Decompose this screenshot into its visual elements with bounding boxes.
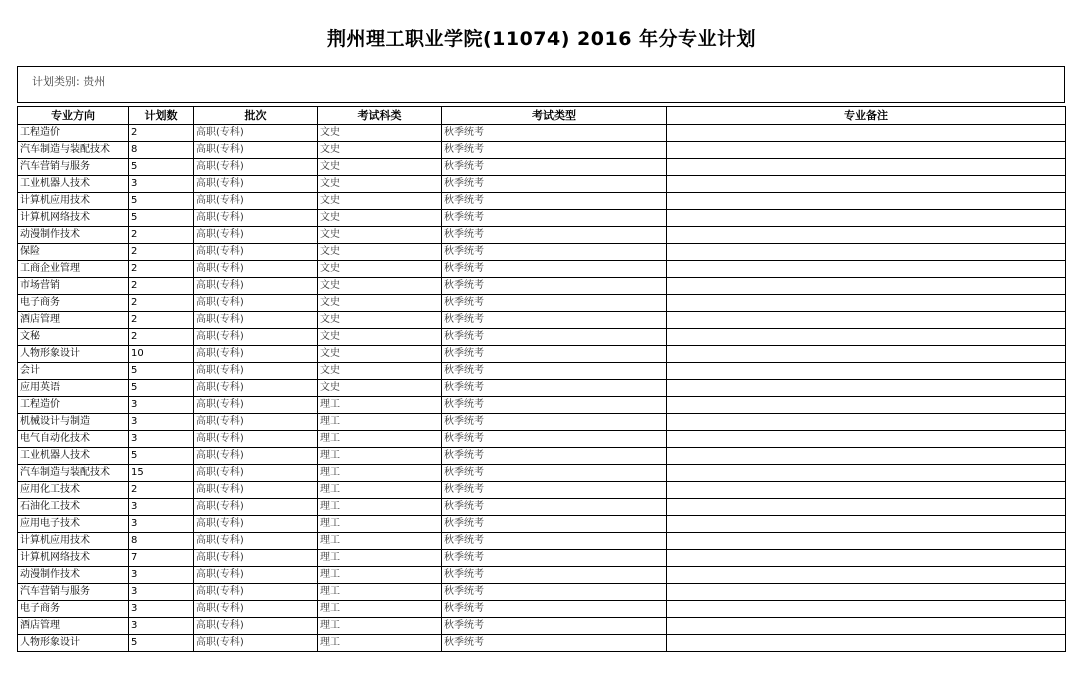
plan-type-box [17,66,1065,103]
table-row [18,397,1066,414]
cell-major-note [667,516,1066,533]
cell-major-note [667,227,1066,244]
cell-exam-type: 秋季统考 [442,482,667,499]
cell-batch: 高职(专科) [194,278,318,295]
cell-major-note [667,550,1066,567]
header-exam-subject: 考试科类 [318,107,442,125]
cell-exam-type: 秋季统考 [442,227,667,244]
table-row [18,550,1066,567]
cell-major-note [667,261,1066,278]
cell-exam-subject: 文史 [318,142,442,159]
cell-major: 工程造价 [18,125,129,142]
cell-exam-type: 秋季统考 [442,278,667,295]
cell-exam-type: 秋季统考 [442,159,667,176]
cell-batch: 高职(专科) [194,635,318,652]
cell-major: 应用化工技术 [18,482,129,499]
cell-major-note [667,346,1066,363]
cell-exam-subject: 文史 [318,346,442,363]
cell-major-note [667,295,1066,312]
cell-exam-subject: 理工 [318,635,442,652]
cell-major-note [667,193,1066,210]
table-row [18,227,1066,244]
cell-batch: 高职(专科) [194,482,318,499]
cell-batch: 高职(专科) [194,397,318,414]
cell-major: 人物形象设计 [18,346,129,363]
table-row [18,584,1066,601]
cell-exam-type: 秋季统考 [442,584,667,601]
table-header-row [18,107,1066,125]
table-row [18,414,1066,431]
cell-batch: 高职(专科) [194,142,318,159]
cell-exam-type: 秋季统考 [442,516,667,533]
plan-type-label: 计划类别: 贵州 [32,75,106,88]
cell-exam-type: 秋季统考 [442,601,667,618]
cell-plan-count: 2 [129,244,194,261]
cell-major-note [667,244,1066,261]
cell-exam-subject: 文史 [318,227,442,244]
cell-exam-subject: 理工 [318,414,442,431]
cell-major-note [667,601,1066,618]
cell-exam-type: 秋季统考 [442,210,667,227]
table-row [18,142,1066,159]
cell-exam-subject: 理工 [318,431,442,448]
cell-major: 电子商务 [18,295,129,312]
cell-exam-subject: 文史 [318,176,442,193]
table-row [18,482,1066,499]
table-row [18,380,1066,397]
cell-plan-count: 3 [129,499,194,516]
table-row [18,601,1066,618]
cell-major: 工业机器人技术 [18,448,129,465]
cell-exam-type: 秋季统考 [442,193,667,210]
table-row [18,244,1066,261]
cell-major-note [667,210,1066,227]
cell-batch: 高职(专科) [194,363,318,380]
cell-exam-subject: 理工 [318,448,442,465]
cell-batch: 高职(专科) [194,618,318,635]
cell-batch: 高职(专科) [194,431,318,448]
table-row [18,499,1066,516]
major-plan-table [17,106,1066,652]
cell-major: 酒店管理 [18,618,129,635]
cell-batch: 高职(专科) [194,227,318,244]
cell-plan-count: 5 [129,448,194,465]
table-row [18,533,1066,550]
cell-major-note [667,482,1066,499]
cell-plan-count: 3 [129,397,194,414]
cell-major: 酒店管理 [18,312,129,329]
table-row [18,159,1066,176]
cell-major: 计算机网络技术 [18,210,129,227]
cell-batch: 高职(专科) [194,414,318,431]
cell-batch: 高职(专科) [194,193,318,210]
cell-exam-type: 秋季统考 [442,431,667,448]
header-plan-count: 计划数 [129,107,194,125]
table-row [18,465,1066,482]
table-row [18,567,1066,584]
cell-plan-count: 2 [129,295,194,312]
cell-major-note [667,397,1066,414]
cell-exam-type: 秋季统考 [442,380,667,397]
cell-batch: 高职(专科) [194,533,318,550]
cell-batch: 高职(专科) [194,601,318,618]
table-row [18,635,1066,652]
cell-batch: 高职(专科) [194,312,318,329]
cell-major: 汽车制造与装配技术 [18,142,129,159]
cell-exam-subject: 理工 [318,618,442,635]
cell-plan-count: 10 [129,346,194,363]
table-row [18,176,1066,193]
cell-plan-count: 15 [129,465,194,482]
cell-exam-type: 秋季统考 [442,244,667,261]
cell-major-note [667,584,1066,601]
cell-batch: 高职(专科) [194,380,318,397]
cell-plan-count: 3 [129,618,194,635]
cell-batch: 高职(专科) [194,499,318,516]
cell-exam-subject: 理工 [318,584,442,601]
cell-plan-count: 2 [129,278,194,295]
cell-batch: 高职(专科) [194,125,318,142]
cell-exam-subject: 理工 [318,567,442,584]
table-row [18,261,1066,278]
cell-exam-type: 秋季统考 [442,261,667,278]
page-title: 荆州理工职业学院(11074) 2016 年分专业计划 [326,28,757,50]
table-row [18,193,1066,210]
cell-major: 汽车营销与服务 [18,159,129,176]
cell-plan-count: 5 [129,363,194,380]
cell-exam-subject: 理工 [318,397,442,414]
table-row [18,448,1066,465]
cell-batch: 高职(专科) [194,465,318,482]
cell-major-note [667,142,1066,159]
cell-major-note [667,329,1066,346]
cell-major: 文秘 [18,329,129,346]
table-row [18,278,1066,295]
cell-exam-type: 秋季统考 [442,550,667,567]
cell-batch: 高职(专科) [194,346,318,363]
cell-plan-count: 3 [129,431,194,448]
table-row [18,210,1066,227]
cell-exam-subject: 文史 [318,295,442,312]
cell-exam-type: 秋季统考 [442,363,667,380]
cell-plan-count: 2 [129,227,194,244]
cell-exam-subject: 文史 [318,193,442,210]
header-batch: 批次 [194,107,318,125]
cell-major: 计算机应用技术 [18,193,129,210]
cell-plan-count: 2 [129,482,194,499]
cell-major-note [667,159,1066,176]
cell-batch: 高职(专科) [194,567,318,584]
cell-plan-count: 5 [129,210,194,227]
cell-major: 应用电子技术 [18,516,129,533]
header-major-note: 专业备注 [667,107,1066,125]
cell-exam-type: 秋季统考 [442,567,667,584]
cell-major-note [667,431,1066,448]
table-row [18,516,1066,533]
cell-exam-subject: 文史 [318,278,442,295]
cell-plan-count: 2 [129,329,194,346]
cell-major: 人物形象设计 [18,635,129,652]
cell-exam-type: 秋季统考 [442,465,667,482]
cell-exam-type: 秋季统考 [442,533,667,550]
cell-exam-subject: 文史 [318,329,442,346]
cell-exam-subject: 理工 [318,533,442,550]
table-row [18,312,1066,329]
cell-exam-subject: 文史 [318,244,442,261]
cell-exam-type: 秋季统考 [442,312,667,329]
cell-exam-subject: 文史 [318,159,442,176]
cell-exam-subject: 文史 [318,261,442,278]
cell-major: 工商企业管理 [18,261,129,278]
cell-batch: 高职(专科) [194,159,318,176]
cell-plan-count: 3 [129,414,194,431]
cell-exam-subject: 文史 [318,125,442,142]
cell-major-note [667,414,1066,431]
cell-exam-subject: 理工 [318,516,442,533]
table-row [18,363,1066,380]
cell-plan-count: 2 [129,312,194,329]
table-row [18,618,1066,635]
cell-exam-subject: 理工 [318,465,442,482]
cell-exam-type: 秋季统考 [442,295,667,312]
cell-major: 工程造价 [18,397,129,414]
cell-major-note [667,448,1066,465]
cell-exam-type: 秋季统考 [442,635,667,652]
cell-exam-subject: 理工 [318,550,442,567]
cell-major-note [667,499,1066,516]
cell-plan-count: 2 [129,261,194,278]
cell-plan-count: 8 [129,142,194,159]
cell-major: 工业机器人技术 [18,176,129,193]
cell-major-note [667,465,1066,482]
cell-exam-subject: 理工 [318,601,442,618]
cell-batch: 高职(专科) [194,329,318,346]
cell-major-note [667,363,1066,380]
cell-major: 石油化工技术 [18,499,129,516]
cell-major: 机械设计与制造 [18,414,129,431]
cell-exam-type: 秋季统考 [442,125,667,142]
cell-major: 电子商务 [18,601,129,618]
cell-plan-count: 5 [129,193,194,210]
cell-major-note [667,618,1066,635]
cell-plan-count: 5 [129,635,194,652]
cell-major-note [667,125,1066,142]
cell-exam-subject: 文史 [318,210,442,227]
cell-major: 保险 [18,244,129,261]
cell-exam-type: 秋季统考 [442,142,667,159]
cell-major: 计算机网络技术 [18,550,129,567]
cell-exam-type: 秋季统考 [442,618,667,635]
table-row [18,346,1066,363]
cell-exam-subject: 文史 [318,380,442,397]
cell-exam-type: 秋季统考 [442,329,667,346]
header-exam-type: 考试类型 [442,107,667,125]
cell-exam-type: 秋季统考 [442,397,667,414]
cell-major: 市场营销 [18,278,129,295]
cell-batch: 高职(专科) [194,210,318,227]
cell-major-note [667,533,1066,550]
cell-exam-type: 秋季统考 [442,499,667,516]
cell-major: 应用英语 [18,380,129,397]
cell-major-note [667,312,1066,329]
cell-exam-type: 秋季统考 [442,176,667,193]
cell-major: 会计 [18,363,129,380]
cell-batch: 高职(专科) [194,516,318,533]
cell-exam-type: 秋季统考 [442,448,667,465]
table-row [18,295,1066,312]
cell-exam-type: 秋季统考 [442,346,667,363]
cell-batch: 高职(专科) [194,295,318,312]
cell-major-note [667,176,1066,193]
cell-plan-count: 3 [129,584,194,601]
cell-batch: 高职(专科) [194,550,318,567]
table-row [18,329,1066,346]
cell-major: 动漫制作技术 [18,567,129,584]
cell-plan-count: 3 [129,176,194,193]
header-major: 专业方向 [18,107,129,125]
cell-major: 汽车营销与服务 [18,584,129,601]
cell-batch: 高职(专科) [194,176,318,193]
table-body [18,125,1066,652]
cell-major-note [667,567,1066,584]
cell-batch: 高职(专科) [194,261,318,278]
table-row [18,431,1066,448]
cell-batch: 高职(专科) [194,244,318,261]
cell-plan-count: 5 [129,159,194,176]
cell-plan-count: 8 [129,533,194,550]
table-row [18,125,1066,142]
cell-batch: 高职(专科) [194,584,318,601]
cell-exam-subject: 理工 [318,482,442,499]
cell-major: 计算机应用技术 [18,533,129,550]
cell-exam-type: 秋季统考 [442,414,667,431]
cell-plan-count: 5 [129,380,194,397]
cell-major: 电气自动化技术 [18,431,129,448]
cell-plan-count: 2 [129,125,194,142]
cell-major-note [667,380,1066,397]
cell-plan-count: 7 [129,550,194,567]
cell-plan-count: 3 [129,601,194,618]
cell-major: 动漫制作技术 [18,227,129,244]
cell-major: 汽车制造与装配技术 [18,465,129,482]
cell-plan-count: 3 [129,516,194,533]
cell-exam-subject: 文史 [318,363,442,380]
cell-major-note [667,278,1066,295]
cell-plan-count: 3 [129,567,194,584]
cell-major-note [667,635,1066,652]
cell-batch: 高职(专科) [194,448,318,465]
cell-exam-subject: 理工 [318,499,442,516]
cell-exam-subject: 文史 [318,312,442,329]
